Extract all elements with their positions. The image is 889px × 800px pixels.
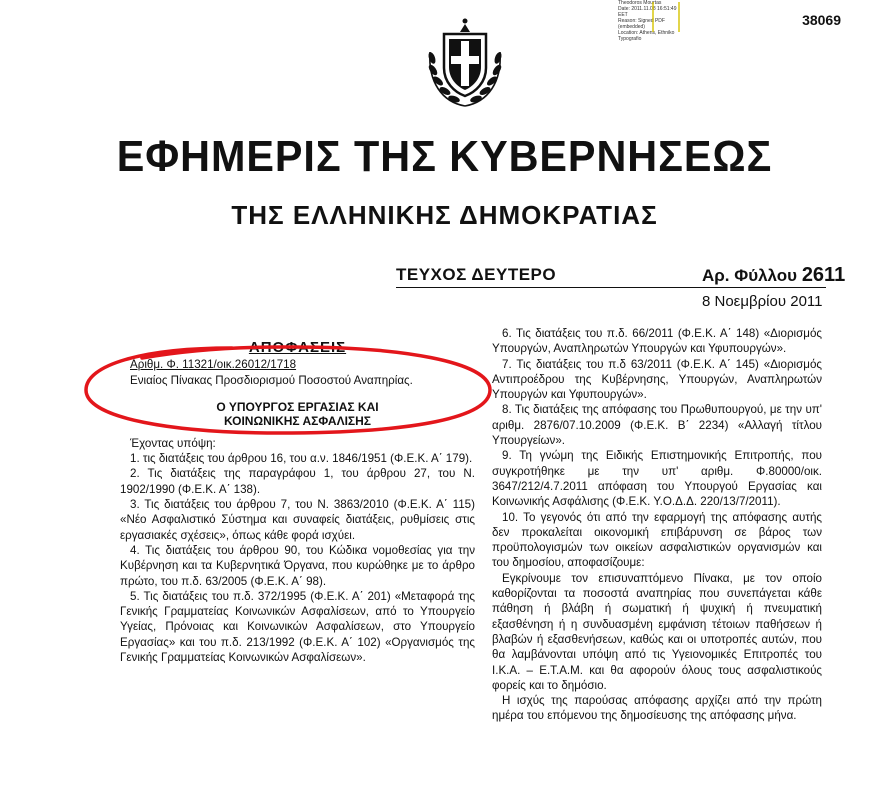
greek-coat-of-arms-icon (420, 10, 510, 110)
decision-number: Αριθμ. Φ. 11321/οικ.26012/1718 (130, 358, 297, 372)
page-number: 38069 (802, 12, 841, 28)
signature-line: Typografio (618, 36, 642, 42)
minister-heading-line: ΚΟΙΝΩΝΙΚΗΣ ΑΣΦΑΛΙΣΗΣ (224, 413, 371, 428)
issue-series: ΤΕΥΧΟΣ ΔΕΥΤΕΡΟ (396, 265, 557, 284)
signature-line: Reason: Signed PDF (618, 18, 665, 24)
signature-line: Location: Athens, Ethniko (618, 30, 675, 36)
consideration-item: 5. Τις διατάξεις του π.δ. 372/1995 (Φ.Ε.Κ. Α΄ 201) «Μεταφορά της Γενικής Γραμματείας Κοινωνικών Ασφαλίσεων, από το Υπουργείο Υγείας, Πρόνοιας και Κοινωνικών Ασφαλίσεων, στο Υπουργείο Εργασίας» και του π.δ. 213/1992 (Φ.Ε.Κ. Α΄ 102) «Οργανισμός της Γενικής Γραμματείας Κοινωνικών Ασφαλίσεων». (120, 589, 475, 665)
consideration-item: 6. Τις διατάξεις του π.δ. 66/2011 (Φ.Ε.Κ. Α΄ 148) «Διορισμός Υπουργών, Αναπληρωτών Υπουργών και Υφυπουργών». (492, 327, 822, 356)
red-annotation-ellipse (82, 343, 494, 437)
consideration-item: 3. Τις διατάξεις του άρθρου 7, του Ν. 3863/2010 (Φ.Ε.Κ. Α΄ 115) «Νέο Ασφαλιστικό Σύστημα και συναφείς διατάξεις, ρυθμίσεις στις εργασιακές σχέσεις», όπως κάθε φορά ισχύει. (120, 498, 475, 542)
consideration-item: 1. τις διατάξεις του άρθρου 16, του α.ν. 1846/1951 (Φ.Ε.Κ. Α΄ 179). (130, 452, 473, 466)
decision-title: Ενιαίος Πίνακας Προσδιορισμού Ποσοστού Αναπηρίας. (130, 373, 413, 387)
minister-heading-line: Ο ΥΠΟΥΡΓΟΣ ΕΡΓΑΣΙΑΣ ΚΑΙ (216, 399, 379, 414)
consideration-item: 7. Τις διατάξεις του π.δ 63/2011 (Φ.Ε.Κ. Α΄ 145) «Διορισμός Αντιπροέδρου της Κυβέρνησης, Υπουργών, Αναπληρωτών Υπουργών και Υφυπουργών». (492, 357, 822, 402)
decision-effective-paragraph: Η ισχύς της παρούσας απόφασης αρχίζει από την πρώτη ημέρα του επόμενου της δημοσίευσης της απόφασης μήνα. (492, 694, 822, 723)
header-rule (396, 287, 826, 288)
decisions-heading: ΑΠΟΦΑΣΕΙΣ (248, 339, 347, 356)
consideration-item: 10. Το γεγονός ότι από την εφαρμογή της απόφασης αυτής δεν προκαλείται οικονομική επιβάρυνση σε βάρος των προϋπολογισμών των οικείων ασφαλιστικών οργανισμών και του δημοσίου, αποφασίζουμε: (492, 510, 822, 570)
decision-body-paragraph: Εγκρίνουμε τον επισυναπτόμενο Πίνακα, με τον οποίο καθορίζονται τα ποσοστά αναπηρίας που συνεπάγεται κάθε πάθηση ή βλάβη ή σωματική ή ψυχική ή πνευματική εξασθένηση ή η συνδυασμένη εμφάνιση τέτοιων παθήσεων ή βλαβών ή εξασθενήσεων, καθώς και οι υποτροπές αυτών, που θα λαμβάνονται υπόψη από τις Υγειονομικές Επιτροπές του Ι.Κ.Α. – Ε.Τ.Α.Μ. και θα αφορούν όλους τους ασφαλιστικούς φορείς και το δημόσιο. (492, 571, 822, 692)
signature-line: EET (618, 12, 628, 18)
signature-seal-icon (652, 2, 680, 32)
consideration-item: 2. Τις διατάξεις της παραγράφου 1, του άρθρου 27, του Ν. 1902/1990 (Φ.Ε.Κ. Α΄ 138). (120, 467, 475, 496)
consideration-item: 8. Τις διατάξεις της απόφασης του Πρωθυπουργού, με την υπ' αριθμ. 2876/07.10.2009 (Φ.Ε.Κ. Β΄ 2234) «Αλλαγή τίτλου Υπουργείων». (492, 403, 822, 448)
consideration-item: 4. Τις διατάξεις του άρθρου 90, του Κώδικα νομοθεσίας για την Κυβέρνηση και τα Κυβερνητικά Όργανα, που κυρώθηκε με το άρθρο πρώτο, του π.δ. 63/2005 (Φ.Ε.Κ. Α΄ 98). (120, 543, 475, 588)
digital-signature-stamp (618, 0, 714, 42)
signature-line: (embedded) (618, 24, 645, 30)
sheet-number-value: 2611 (801, 264, 846, 286)
gazette-title: ΕΦΗΜΕΡΙΣ ΤΗΣ ΚΥΒΕΡΝΗΣΕΩΣ (116, 132, 773, 181)
issue-date: 8 Νοεμβρίου 2011 (702, 293, 823, 310)
signature-line: Date: 2011.11.08 16:51:49 (618, 6, 677, 12)
considerations-intro: Έχοντας υπόψη: (130, 436, 216, 450)
consideration-item: 9. Τη γνώμη της Ειδικής Επιστημονικής Επιτροπής, που συγκροτήθηκε με την υπ' αριθμ. Φ.80000/οικ. 3647/212/4.7.2011 απόφαση του Υπουργού Εργασίας και Κοινωνικής Ασφάλισης (Φ.Ε.Κ. Υ.Ο.Δ.Δ. 220/13/7/2011). (492, 449, 822, 509)
signature-line: Theodoros Mourtas (618, 0, 662, 6)
sheet-number-label: Αρ. Φύλλου (702, 266, 798, 285)
right-column (492, 326, 822, 724)
sheet-number (702, 264, 845, 287)
republic-subtitle: ΤΗΣ ΕΛΛΗΝΙΚΗΣ ΔΗΜΟΚΡΑΤΙΑΣ (231, 200, 658, 230)
